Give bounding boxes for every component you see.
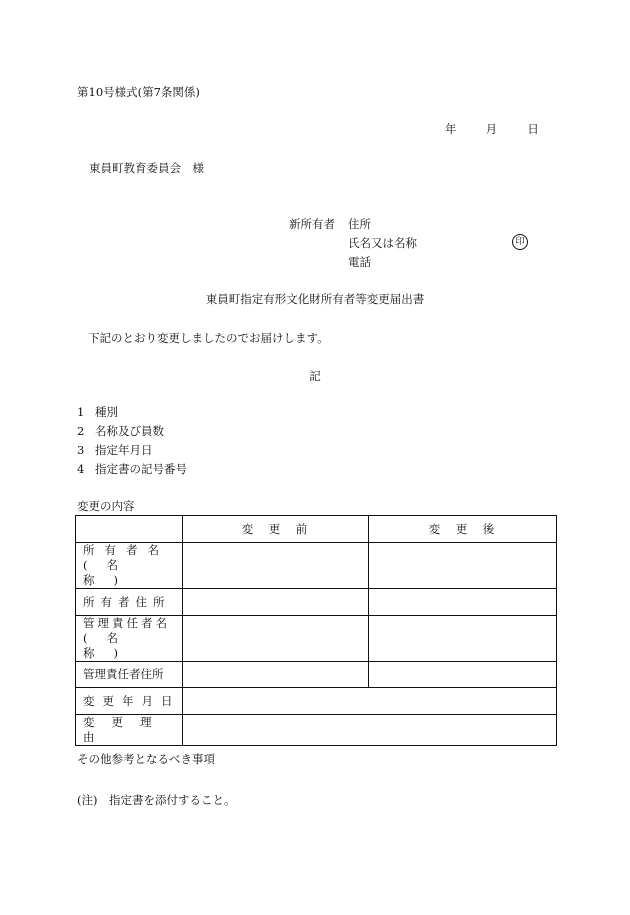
form-number: 第10号様式(第7条関係): [77, 85, 200, 99]
change-date-value[interactable]: [183, 688, 557, 715]
item-list: [77, 404, 187, 480]
manager-address-after[interactable]: [369, 662, 557, 688]
manager-name-before[interactable]: [183, 616, 369, 662]
changes-caption: 変更の内容: [77, 499, 135, 513]
row-label-change-date: 変更年月日: [76, 688, 183, 715]
row-label-manager-address: 管理責任者住所: [76, 662, 183, 688]
row-label-manager-name: 管理責任者名 (名称): [76, 616, 183, 662]
name-label: 氏名又は名称: [348, 236, 417, 250]
owner-address-before[interactable]: [183, 589, 369, 616]
date-day: 日: [527, 122, 539, 136]
address-label: 住所: [348, 217, 371, 231]
list-item: 2 名称及び員数: [77, 424, 164, 438]
table-row: [76, 616, 557, 662]
row-label-change-reason: 変更理由: [76, 715, 183, 746]
intro-text: 下記のとおり変更しましたのでお届けします。: [88, 331, 329, 345]
header-corner-cell: [76, 516, 183, 543]
date-month: 月: [485, 122, 498, 136]
addressee: 東員町教育委員会 様: [89, 161, 204, 175]
header-after: 変 更 後: [369, 516, 557, 543]
owner-address-after[interactable]: [369, 589, 557, 616]
manager-name-after[interactable]: [369, 616, 557, 662]
header-before: 変 更 前: [183, 516, 369, 543]
seal-mark: 印: [512, 234, 528, 250]
changes-table: [75, 515, 557, 746]
table-header-row: [76, 516, 557, 543]
table-row: [76, 715, 557, 746]
table-row: [76, 662, 557, 688]
list-item: 4 指定書の記号番号: [77, 462, 187, 476]
phone-label: 電話: [348, 255, 371, 269]
date-year: 年: [445, 122, 457, 136]
table-row: [76, 543, 557, 589]
row-label-owner-address: 所有者住所: [76, 589, 183, 616]
table-row: [76, 688, 557, 715]
other-matters: その他参考となるべき事項: [77, 752, 215, 766]
owner-name-before[interactable]: [183, 543, 369, 589]
list-item: 1 種別: [77, 405, 118, 419]
document-title: 東員町指定有形文化財所有者等変更届出書: [205, 292, 425, 306]
date-line: [445, 121, 539, 137]
manager-address-before[interactable]: [183, 662, 369, 688]
change-reason-value[interactable]: [183, 715, 557, 746]
table-row: [76, 589, 557, 616]
row-label-owner-name: 所有者名 (名称): [76, 543, 183, 589]
attachment-note: (注) 指定書を添付すること。: [77, 793, 236, 807]
owner-name-after[interactable]: [369, 543, 557, 589]
new-owner-label: 新所有者: [289, 217, 335, 231]
ki-heading: 記: [309, 369, 321, 383]
list-item: 3 指定年月日: [77, 443, 153, 457]
